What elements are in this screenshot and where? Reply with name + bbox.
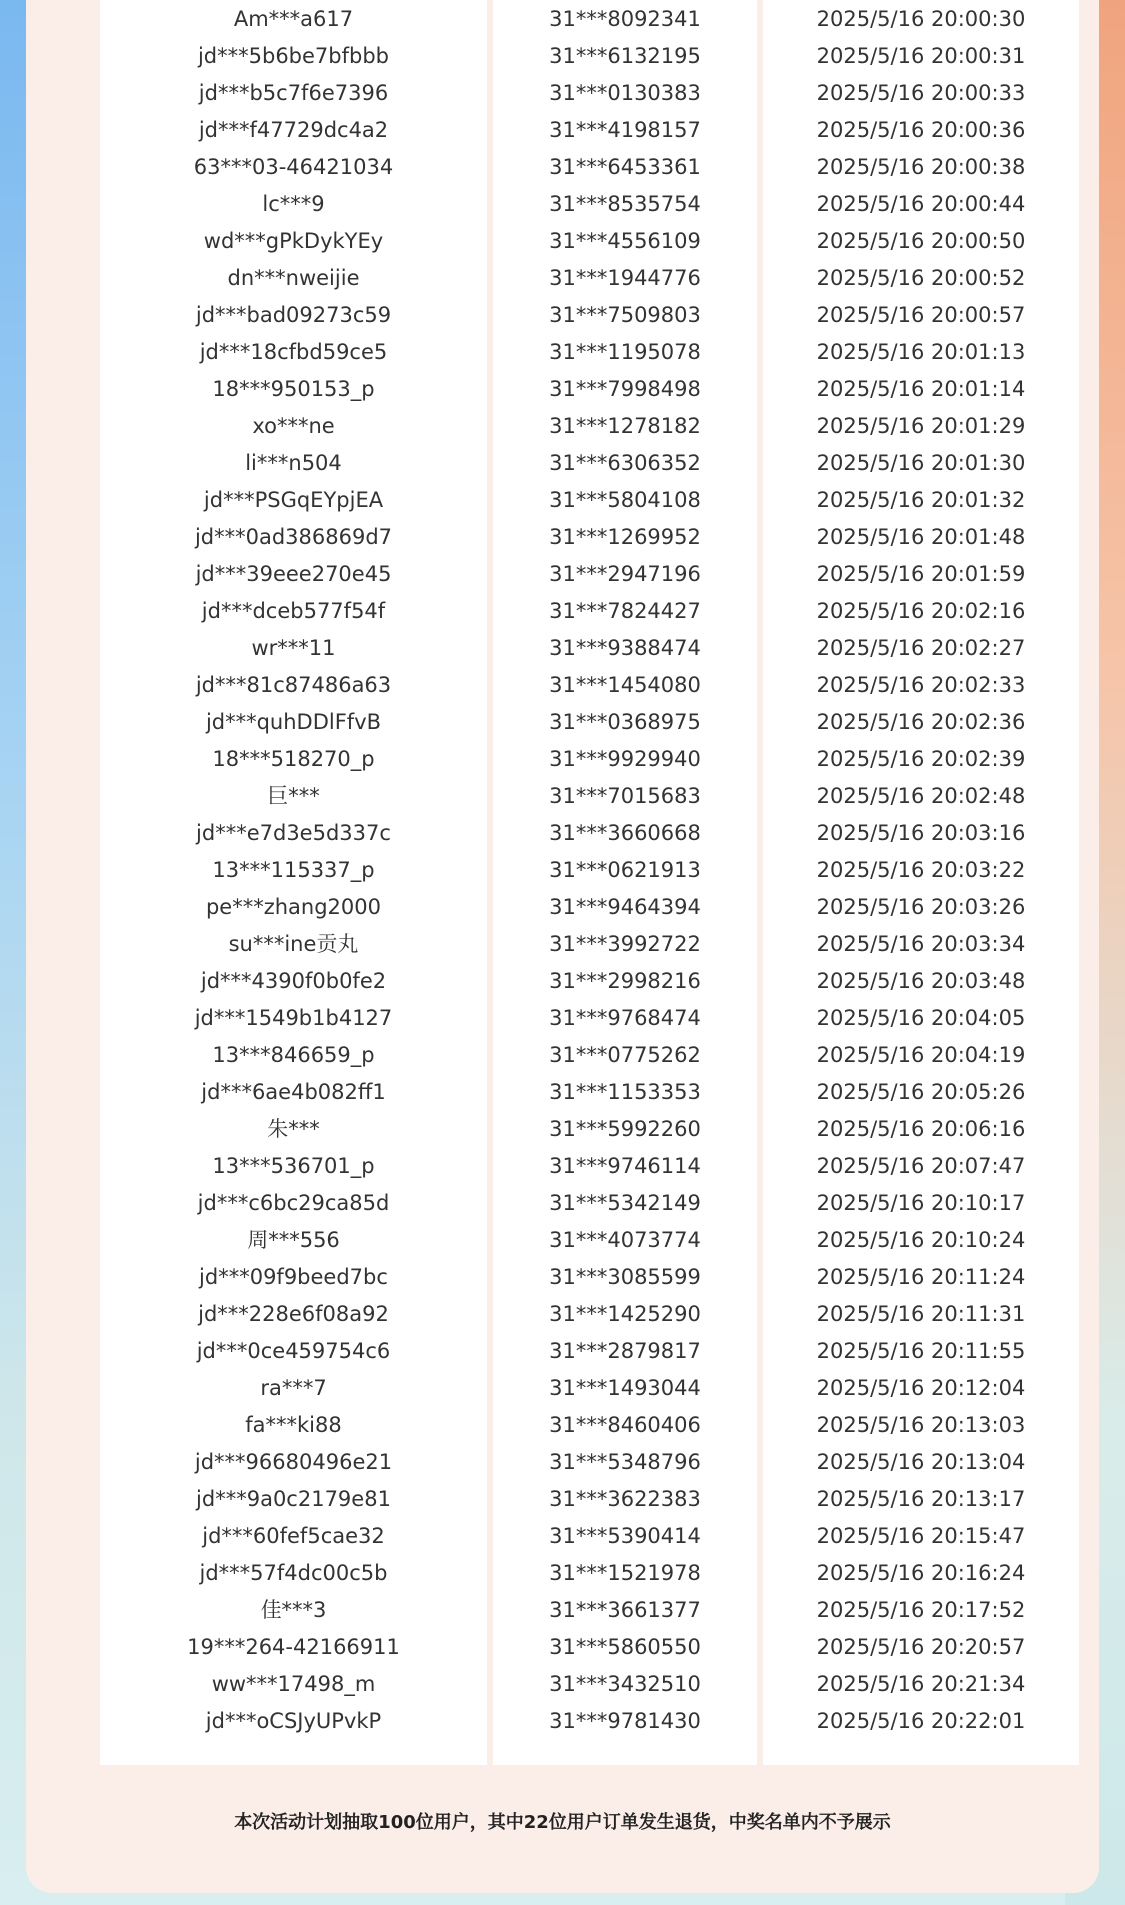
user-cell: jd***e7d3e5d337c bbox=[196, 821, 391, 845]
order-cell: 31***0775262 bbox=[549, 1043, 701, 1067]
order-cell: 31***3661377 bbox=[549, 1598, 701, 1622]
user-cell: jd***5b6be7bfbbb bbox=[197, 44, 390, 68]
user-cell: Am***a617 bbox=[233, 7, 354, 31]
order-cell: 31***1278182 bbox=[549, 414, 701, 438]
time-cell: 2025/5/16 20:22:01 bbox=[816, 1709, 1026, 1733]
user-cell: lc***9 bbox=[262, 192, 325, 216]
order-cell: 31***2998216 bbox=[549, 969, 701, 993]
user-cell: wd***gPkDykYEy bbox=[203, 229, 384, 253]
winner-table bbox=[100, 0, 1079, 1765]
time-cell: 2025/5/16 20:01:30 bbox=[816, 451, 1026, 475]
time-cell: 2025/5/16 20:00:31 bbox=[816, 44, 1026, 68]
time-cell: 2025/5/16 20:02:16 bbox=[816, 599, 1026, 623]
order-cell: 31***4198157 bbox=[549, 118, 701, 142]
user-cell: jd***81c87486a63 bbox=[195, 673, 392, 697]
order-cell: 31***5390414 bbox=[549, 1524, 701, 1548]
time-cell: 2025/5/16 20:10:24 bbox=[816, 1228, 1026, 1252]
user-cell: jd***57f4dc00c5b bbox=[199, 1561, 388, 1585]
user-cell: 19***264-42166911 bbox=[187, 1635, 400, 1659]
user-cell: 13***115337_p bbox=[212, 858, 375, 882]
order-cell: 31***7509803 bbox=[549, 303, 701, 327]
time-cell: 2025/5/16 20:12:04 bbox=[816, 1376, 1026, 1400]
user-cell: wr***11 bbox=[251, 636, 336, 660]
time-cell: 2025/5/16 20:02:36 bbox=[816, 710, 1026, 734]
user-cell: jd***oCSJyUPvkP bbox=[205, 1709, 382, 1733]
time-cell: 2025/5/16 20:00:44 bbox=[816, 192, 1026, 216]
order-column bbox=[493, 0, 757, 1765]
user-cell: jd***39eee270e45 bbox=[195, 562, 392, 586]
user-cell: 13***536701_p bbox=[212, 1154, 375, 1178]
order-cell: 31***7015683 bbox=[549, 784, 701, 808]
time-cell: 2025/5/16 20:04:19 bbox=[816, 1043, 1026, 1067]
order-cell: 31***9929940 bbox=[549, 747, 701, 771]
order-cell: 31***3622383 bbox=[549, 1487, 701, 1511]
time-cell: 2025/5/16 20:15:47 bbox=[816, 1524, 1026, 1548]
order-cell: 31***9464394 bbox=[549, 895, 701, 919]
order-cell: 31***6132195 bbox=[549, 44, 701, 68]
order-cell: 31***9768474 bbox=[549, 1006, 701, 1030]
time-cell: 2025/5/16 20:01:48 bbox=[816, 525, 1026, 549]
time-cell: 2025/5/16 20:02:27 bbox=[816, 636, 1026, 660]
user-cell: jd***dceb577f54f bbox=[201, 599, 386, 623]
time-cell: 2025/5/16 20:03:26 bbox=[816, 895, 1026, 919]
time-cell: 2025/5/16 20:05:26 bbox=[816, 1080, 1026, 1104]
user-cell: jd***f47729dc4a2 bbox=[198, 118, 389, 142]
order-cell: 31***1944776 bbox=[549, 266, 701, 290]
user-cell: jd***b5c7f6e7396 bbox=[198, 81, 389, 105]
time-cell: 2025/5/16 20:11:55 bbox=[816, 1339, 1026, 1363]
order-cell: 31***3085599 bbox=[549, 1265, 701, 1289]
user-cell: xo***ne bbox=[252, 414, 335, 438]
time-cell: 2025/5/16 20:00:36 bbox=[816, 118, 1026, 142]
order-cell: 31***7998498 bbox=[549, 377, 701, 401]
time-cell: 2025/5/16 20:16:24 bbox=[816, 1561, 1026, 1585]
time-column bbox=[763, 0, 1079, 1765]
user-column bbox=[100, 0, 487, 1765]
time-cell: 2025/5/16 20:01:13 bbox=[816, 340, 1026, 364]
order-cell: 31***5860550 bbox=[549, 1635, 701, 1659]
time-cell: 2025/5/16 20:01:59 bbox=[816, 562, 1026, 586]
order-cell: 31***1493044 bbox=[549, 1376, 701, 1400]
time-cell: 2025/5/16 20:10:17 bbox=[816, 1191, 1026, 1215]
order-cell: 31***5342149 bbox=[549, 1191, 701, 1215]
time-cell: 2025/5/16 20:21:34 bbox=[816, 1672, 1026, 1696]
user-cell: jd***6ae4b082ff1 bbox=[201, 1080, 386, 1104]
user-cell: dn***nweijie bbox=[227, 266, 360, 290]
user-cell: jd***bad09273c59 bbox=[195, 303, 392, 327]
order-cell: 31***6453361 bbox=[549, 155, 701, 179]
order-cell: 31***5992260 bbox=[549, 1117, 701, 1141]
order-cell: 31***9388474 bbox=[549, 636, 701, 660]
order-cell: 31***9746114 bbox=[549, 1154, 701, 1178]
user-cell: jd***PSGqEYpjEA bbox=[203, 488, 384, 512]
order-cell: 31***1521978 bbox=[549, 1561, 701, 1585]
order-cell: 31***0368975 bbox=[549, 710, 701, 734]
order-cell: 31***5804108 bbox=[549, 488, 701, 512]
time-cell: 2025/5/16 20:02:33 bbox=[816, 673, 1026, 697]
user-cell: 63***03-46421034 bbox=[193, 155, 394, 179]
time-cell: 2025/5/16 20:20:57 bbox=[816, 1635, 1026, 1659]
order-cell: 31***5348796 bbox=[549, 1450, 701, 1474]
user-cell: 13***846659_p bbox=[212, 1043, 375, 1067]
time-cell: 2025/5/16 20:02:48 bbox=[816, 784, 1026, 808]
time-cell: 2025/5/16 20:06:16 bbox=[816, 1117, 1026, 1141]
user-cell: ww***17498_m bbox=[211, 1672, 376, 1696]
time-cell: 2025/5/16 20:01:29 bbox=[816, 414, 1026, 438]
order-cell: 31***8535754 bbox=[549, 192, 701, 216]
time-cell: 2025/5/16 20:00:57 bbox=[816, 303, 1026, 327]
time-cell: 2025/5/16 20:01:32 bbox=[816, 488, 1026, 512]
order-cell: 31***1425290 bbox=[549, 1302, 701, 1326]
winner-list-card bbox=[26, 0, 1099, 1893]
order-cell: 31***1195078 bbox=[549, 340, 701, 364]
user-cell: jd***1549b1b4127 bbox=[194, 1006, 393, 1030]
order-cell: 31***0621913 bbox=[549, 858, 701, 882]
order-cell: 31***3432510 bbox=[549, 1672, 701, 1696]
order-cell: 31***8460406 bbox=[549, 1413, 701, 1437]
user-cell: 朱*** bbox=[267, 1117, 320, 1141]
order-cell: 31***6306352 bbox=[549, 451, 701, 475]
time-cell: 2025/5/16 20:04:05 bbox=[816, 1006, 1026, 1030]
user-cell: jd***96680496e21 bbox=[194, 1450, 393, 1474]
time-cell: 2025/5/16 20:11:31 bbox=[816, 1302, 1026, 1326]
order-cell: 31***2879817 bbox=[549, 1339, 701, 1363]
time-cell: 2025/5/16 20:13:04 bbox=[816, 1450, 1026, 1474]
time-cell: 2025/5/16 20:03:22 bbox=[816, 858, 1026, 882]
time-cell: 2025/5/16 20:03:34 bbox=[816, 932, 1026, 956]
order-cell: 31***8092341 bbox=[549, 7, 701, 31]
user-cell: jd***0ad386869d7 bbox=[194, 525, 393, 549]
user-cell: 18***950153_p bbox=[212, 377, 375, 401]
user-cell: jd***c6bc29ca85d bbox=[197, 1191, 390, 1215]
footnote: 本次活动计划抽取100位用户，其中22位用户订单发生退货，中奖名单内不予展示 bbox=[234, 1812, 891, 1833]
user-cell: 周***556 bbox=[247, 1228, 340, 1252]
order-cell: 31***0130383 bbox=[549, 81, 701, 105]
order-cell: 31***1269952 bbox=[549, 525, 701, 549]
time-cell: 2025/5/16 20:00:50 bbox=[816, 229, 1026, 253]
order-cell: 31***1153353 bbox=[549, 1080, 701, 1104]
order-cell: 31***7824427 bbox=[549, 599, 701, 623]
order-cell: 31***1454080 bbox=[549, 673, 701, 697]
time-cell: 2025/5/16 20:13:03 bbox=[816, 1413, 1026, 1437]
user-cell: jd***9a0c2179e81 bbox=[196, 1487, 391, 1511]
user-cell: ra***7 bbox=[260, 1376, 327, 1400]
user-cell: 巨*** bbox=[267, 784, 320, 808]
user-cell: 18***518270_p bbox=[212, 747, 375, 771]
time-cell: 2025/5/16 20:03:48 bbox=[816, 969, 1026, 993]
order-cell: 31***3660668 bbox=[549, 821, 701, 845]
user-cell: jd***60fef5cae32 bbox=[202, 1524, 385, 1548]
user-cell: su***ine贡丸 bbox=[228, 932, 359, 956]
time-cell: 2025/5/16 20:02:39 bbox=[816, 747, 1026, 771]
time-cell: 2025/5/16 20:17:52 bbox=[816, 1598, 1026, 1622]
order-cell: 31***9781430 bbox=[549, 1709, 701, 1733]
time-cell: 2025/5/16 20:00:38 bbox=[816, 155, 1026, 179]
user-cell: jd***4390f0b0fe2 bbox=[200, 969, 387, 993]
order-cell: 31***4073774 bbox=[549, 1228, 701, 1252]
user-cell: li***n504 bbox=[245, 451, 342, 475]
user-cell: jd***18cfbd59ce5 bbox=[199, 340, 388, 364]
time-cell: 2025/5/16 20:00:30 bbox=[816, 7, 1026, 31]
time-cell: 2025/5/16 20:00:33 bbox=[816, 81, 1026, 105]
user-cell: jd***quhDDlFfvB bbox=[205, 710, 382, 734]
user-cell: 佳***3 bbox=[260, 1598, 327, 1622]
user-cell: jd***0ce459754c6 bbox=[196, 1339, 391, 1363]
time-cell: 2025/5/16 20:11:24 bbox=[816, 1265, 1026, 1289]
order-cell: 31***2947196 bbox=[549, 562, 701, 586]
time-cell: 2025/5/16 20:00:52 bbox=[816, 266, 1026, 290]
time-cell: 2025/5/16 20:01:14 bbox=[816, 377, 1026, 401]
user-cell: jd***228e6f08a92 bbox=[198, 1302, 389, 1326]
time-cell: 2025/5/16 20:03:16 bbox=[816, 821, 1026, 845]
user-cell: pe***zhang2000 bbox=[205, 895, 382, 919]
time-cell: 2025/5/16 20:13:17 bbox=[816, 1487, 1026, 1511]
order-cell: 31***4556109 bbox=[549, 229, 701, 253]
order-cell: 31***3992722 bbox=[549, 932, 701, 956]
time-cell: 2025/5/16 20:07:47 bbox=[816, 1154, 1026, 1178]
user-cell: fa***ki88 bbox=[245, 1413, 342, 1437]
user-cell: jd***09f9beed7bc bbox=[199, 1265, 388, 1289]
